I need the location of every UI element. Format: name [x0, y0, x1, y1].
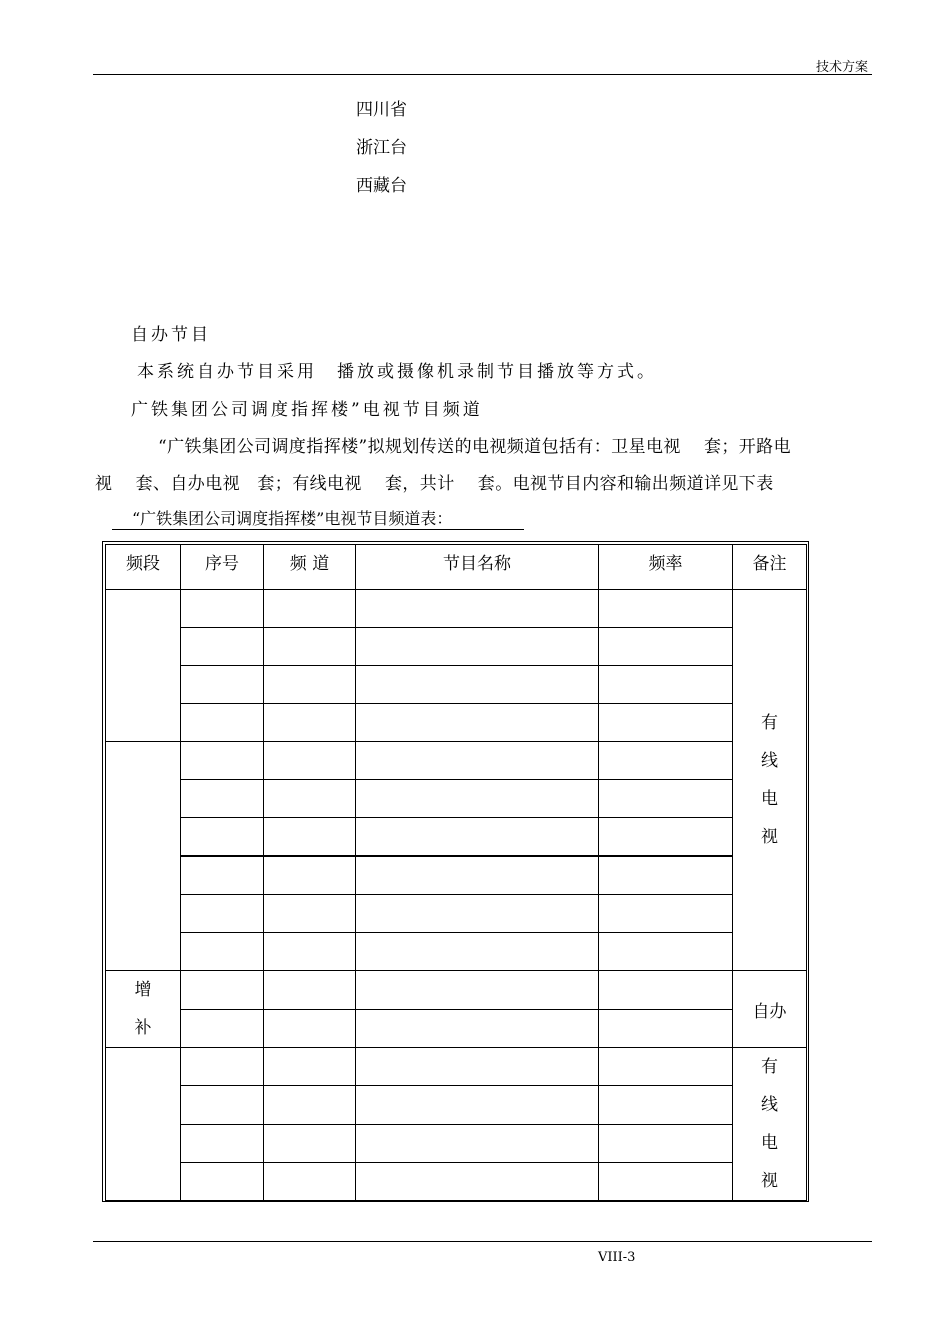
province-zhejiang: 浙江台 [356, 138, 407, 158]
channel-table-frame [102, 541, 809, 1202]
remark-char: 有 [761, 1057, 778, 1077]
table-row [106, 1009, 807, 1048]
table-row [106, 628, 807, 666]
band-char: 增 [134, 980, 152, 1000]
table-row [106, 818, 807, 857]
section-line-1: 本系统自办节目采用 播放或摄像机录制节目播放等方式。 [137, 362, 657, 382]
header-label: 技术方案 [815, 60, 868, 75]
band-cell-supplement [106, 971, 181, 1048]
remark-char: 电 [761, 789, 778, 809]
remark-cell-self: 自办 [733, 971, 807, 1048]
col-header-remark: 备注 [733, 545, 807, 590]
table-row [106, 742, 807, 780]
table-row [106, 704, 807, 742]
table-row [106, 933, 807, 971]
remark-cell-cable-2 [733, 1048, 807, 1201]
table-row [106, 856, 807, 895]
section-line-2: 广铁集团公司调度指挥楼”电视节目频道 [131, 400, 483, 420]
col-header-frequency: 频率 [599, 545, 733, 590]
remark-char: 线 [761, 1095, 778, 1115]
province-sichuan: 四川省 [356, 100, 407, 120]
col-header-band: 频段 [106, 545, 181, 590]
channel-table [105, 544, 807, 1201]
band-cell-1 [106, 590, 181, 742]
table-caption: “广铁集团公司调度指挥楼”电视节目频道表： [112, 506, 524, 530]
remark-cell-cable-1 [733, 590, 807, 971]
table-row [106, 1086, 807, 1124]
paragraph-line-1: “广铁集团公司调度指挥楼”拟规划传送的电视频道包括有：卫星电视 套；开路电 [158, 437, 791, 457]
remark-char: 视 [761, 1171, 778, 1191]
table-row [106, 1124, 807, 1162]
footer-rule [93, 1241, 872, 1242]
province-xizang: 西藏台 [356, 176, 407, 196]
table-row [106, 895, 807, 933]
table-row [106, 1048, 807, 1086]
page-number: VIII-3 [598, 1250, 636, 1265]
header-rule [93, 74, 872, 75]
table-row [106, 590, 807, 628]
table-row [106, 971, 807, 1010]
col-header-number: 序号 [181, 545, 264, 590]
band-cell-2 [106, 742, 181, 971]
band-cell-4 [106, 1048, 181, 1201]
remark-char: 电 [761, 1133, 778, 1153]
table-row [106, 780, 807, 818]
col-header-program: 节目名称 [356, 545, 599, 590]
remark-char: 有 [761, 713, 778, 733]
col-header-channel: 频 道 [264, 545, 356, 590]
remark-char: 线 [761, 751, 778, 771]
table-row [106, 666, 807, 704]
remark-char: 视 [761, 827, 778, 847]
table-row [106, 1162, 807, 1200]
band-char: 补 [134, 1018, 152, 1038]
paragraph-line-2: 视 套、自办电视 套；有线电视 套，共计 套。电视节目内容和输出频道详见下表 [95, 474, 774, 494]
table-header-row [106, 545, 807, 590]
section-title: 自办节目 [131, 325, 211, 345]
